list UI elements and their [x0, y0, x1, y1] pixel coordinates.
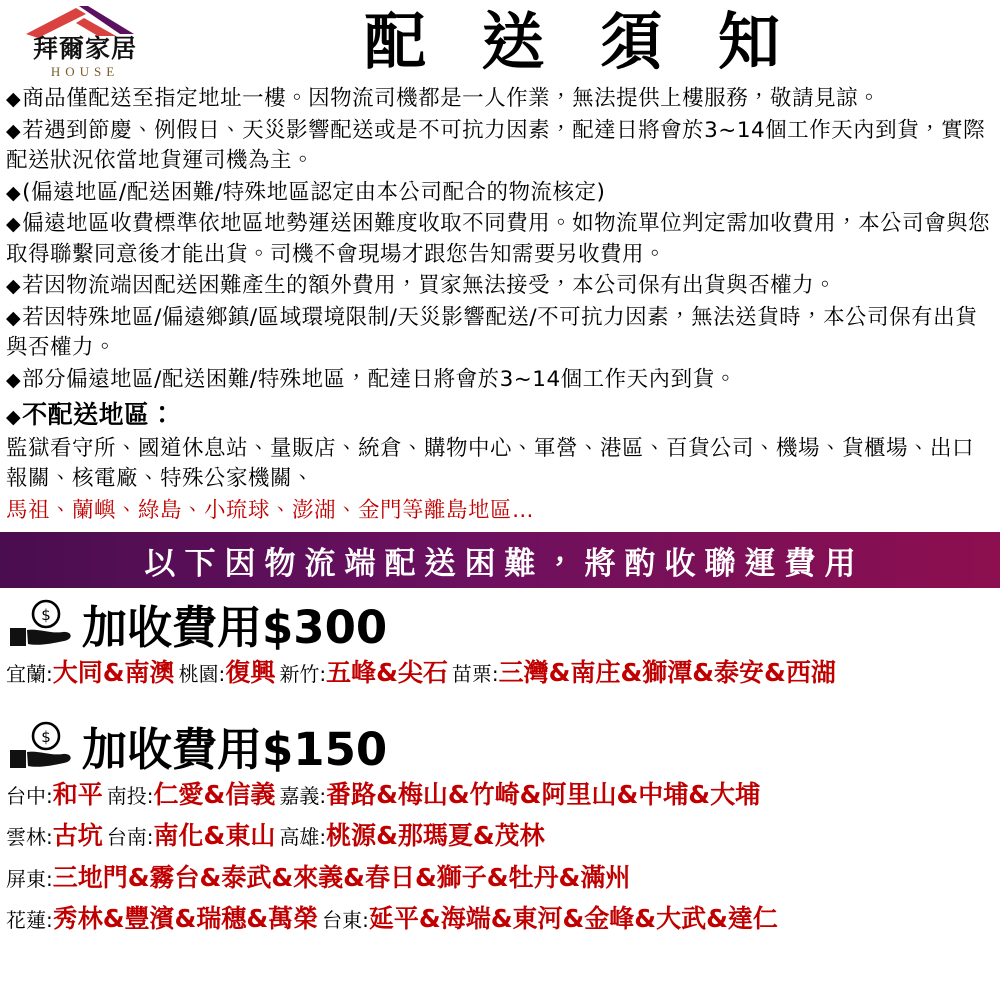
county-label: 高雄:	[279, 825, 327, 850]
fee-block-300	[0, 598, 1000, 692]
region-line	[6, 859, 994, 897]
no-delivery-heading	[6, 397, 994, 433]
county-label: 嘉義:	[279, 783, 327, 808]
note-item	[6, 303, 994, 364]
note-item	[6, 209, 994, 270]
county-label: 台南:	[106, 825, 154, 850]
diamond-bullet-icon: ◆	[6, 275, 22, 298]
county-label: 南投:	[106, 783, 154, 808]
fee-amount-label: 加收費用$300	[82, 601, 388, 655]
note-item	[6, 84, 994, 115]
county-label: 新竹:	[279, 662, 327, 687]
region-line	[6, 900, 994, 938]
town-list: 復興	[225, 658, 276, 688]
town-list: 和平	[52, 779, 103, 809]
note-item	[6, 365, 994, 396]
town-list: 南化&東山	[153, 821, 276, 851]
county-label: 台東:	[322, 908, 369, 933]
page-header	[0, 0, 1000, 84]
county-label: 屏東:	[6, 866, 53, 891]
county-label: 台中:	[6, 783, 53, 808]
town-list: 番路&梅山&竹崎&阿里山&中埔&大埔	[326, 779, 761, 809]
fee-amount-label: 加收費用$150	[82, 722, 388, 776]
surcharge-banner-text: 以下因物流端配送困難，將酌收聯運費用	[144, 545, 865, 582]
county-label: 桃園:	[178, 662, 226, 687]
diamond-bullet-icon: ◆	[6, 306, 22, 329]
town-list: 仁愛&信義	[153, 779, 276, 809]
no-delivery-body: 監獄看守所、國道休息站、量販店、統倉、購物中心、軍營、港區、百貨公司、機場、貨櫃場、出口報關、核電廠、特殊公家機關、	[6, 435, 975, 492]
note-text: 若遇到節慶、例假日、天災影響配送或是不可抗力因素，配達日將會於3~14個工作天內到貨，實際配送狀況依當地貨運司機為主。	[6, 117, 986, 174]
fee-heading	[6, 598, 994, 655]
town-list: 古坑	[52, 821, 103, 851]
region-line	[6, 817, 994, 855]
fee-heading	[6, 720, 994, 776]
town-list: 秀林&豐濱&瑞穗&萬榮	[52, 904, 319, 934]
note-text: 若因物流端因配送困難產生的額外費用，買家無法接受，本公司保有出貨與否權力。	[22, 273, 837, 299]
note-text: 若因特殊地區/偏遠鄉鎮/區域環境限制/天災影響配送/不可抗力因素，無法送貨時，本公司保有出貨與否權力。	[6, 304, 978, 361]
region-line	[6, 776, 994, 814]
note-item	[6, 116, 994, 177]
page-title: 配送須知	[363, 5, 836, 78]
county-label: 宜蘭:	[6, 662, 53, 687]
town-list: 三地門&霧台&泰武&來義&春日&獅子&牡丹&滿州	[52, 862, 631, 892]
county-label: 花蓮:	[6, 908, 53, 933]
county-label: 苗栗:	[451, 662, 499, 687]
diamond-bullet-icon: ◆	[6, 88, 22, 110]
svg-text:$: $	[41, 606, 51, 625]
brand-logo	[10, 4, 160, 80]
note-text: 偏遠地區收費標準依地區地勢運送困難度收取不同費用。如物流單位判定需加收費用，本公司會與您取得聯繫同意後才能出貨。司機不會現場才跟您告知需要另收費用。	[6, 211, 991, 267]
diamond-bullet-icon: ◆	[6, 181, 22, 204]
diamond-bullet-icon: ◆	[6, 119, 22, 142]
coin-hand-icon	[6, 598, 80, 650]
diamond-bullet-icon: ◆	[6, 406, 22, 429]
roof-logo-icon	[24, 4, 146, 38]
surcharge-banner	[0, 532, 1000, 588]
diamond-bullet-icon: ◆	[6, 213, 22, 236]
town-list: 桃源&那瑪夏&茂林	[326, 821, 545, 851]
coin-hand-icon	[6, 720, 80, 772]
note-text: (偏遠地區/配送困難/特殊地區認定由本公司配合的物流核定)	[22, 179, 606, 205]
region-line	[6, 654, 994, 692]
no-delivery-islands: 馬祖、蘭嶼、綠島、小琉球、澎湖、金門等離島地區…	[6, 497, 535, 523]
town-list: 三灣&南庄&獅潭&泰安&西湖	[498, 658, 836, 688]
town-list: 大同&南澳	[52, 658, 175, 688]
note-item	[6, 178, 994, 209]
brand-sub: HOUSE	[50, 64, 120, 79]
no-delivery-title-text: 不配送地區：	[22, 400, 176, 430]
note-text: 商品僅配送至指定地址一樓。因物流司機都是一人作業，無法提供上樓服務，敬請見諒。	[22, 86, 881, 111]
notes-section	[0, 84, 1000, 526]
town-list: 五峰&尖石	[326, 658, 448, 688]
county-label: 雲林:	[6, 825, 53, 850]
note-item	[6, 271, 994, 302]
svg-text:$: $	[41, 727, 51, 746]
diamond-bullet-icon: ◆	[6, 368, 22, 391]
brand-name: 拜爾家居	[32, 34, 137, 63]
town-list: 延平&海端&東河&金峰&大武&達仁	[368, 904, 778, 934]
fee-block-150	[0, 720, 1000, 938]
note-text: 部分偏遠地區/配送困難/特殊地區，配達日將會於3~14個工作天內到貨。	[22, 366, 737, 392]
